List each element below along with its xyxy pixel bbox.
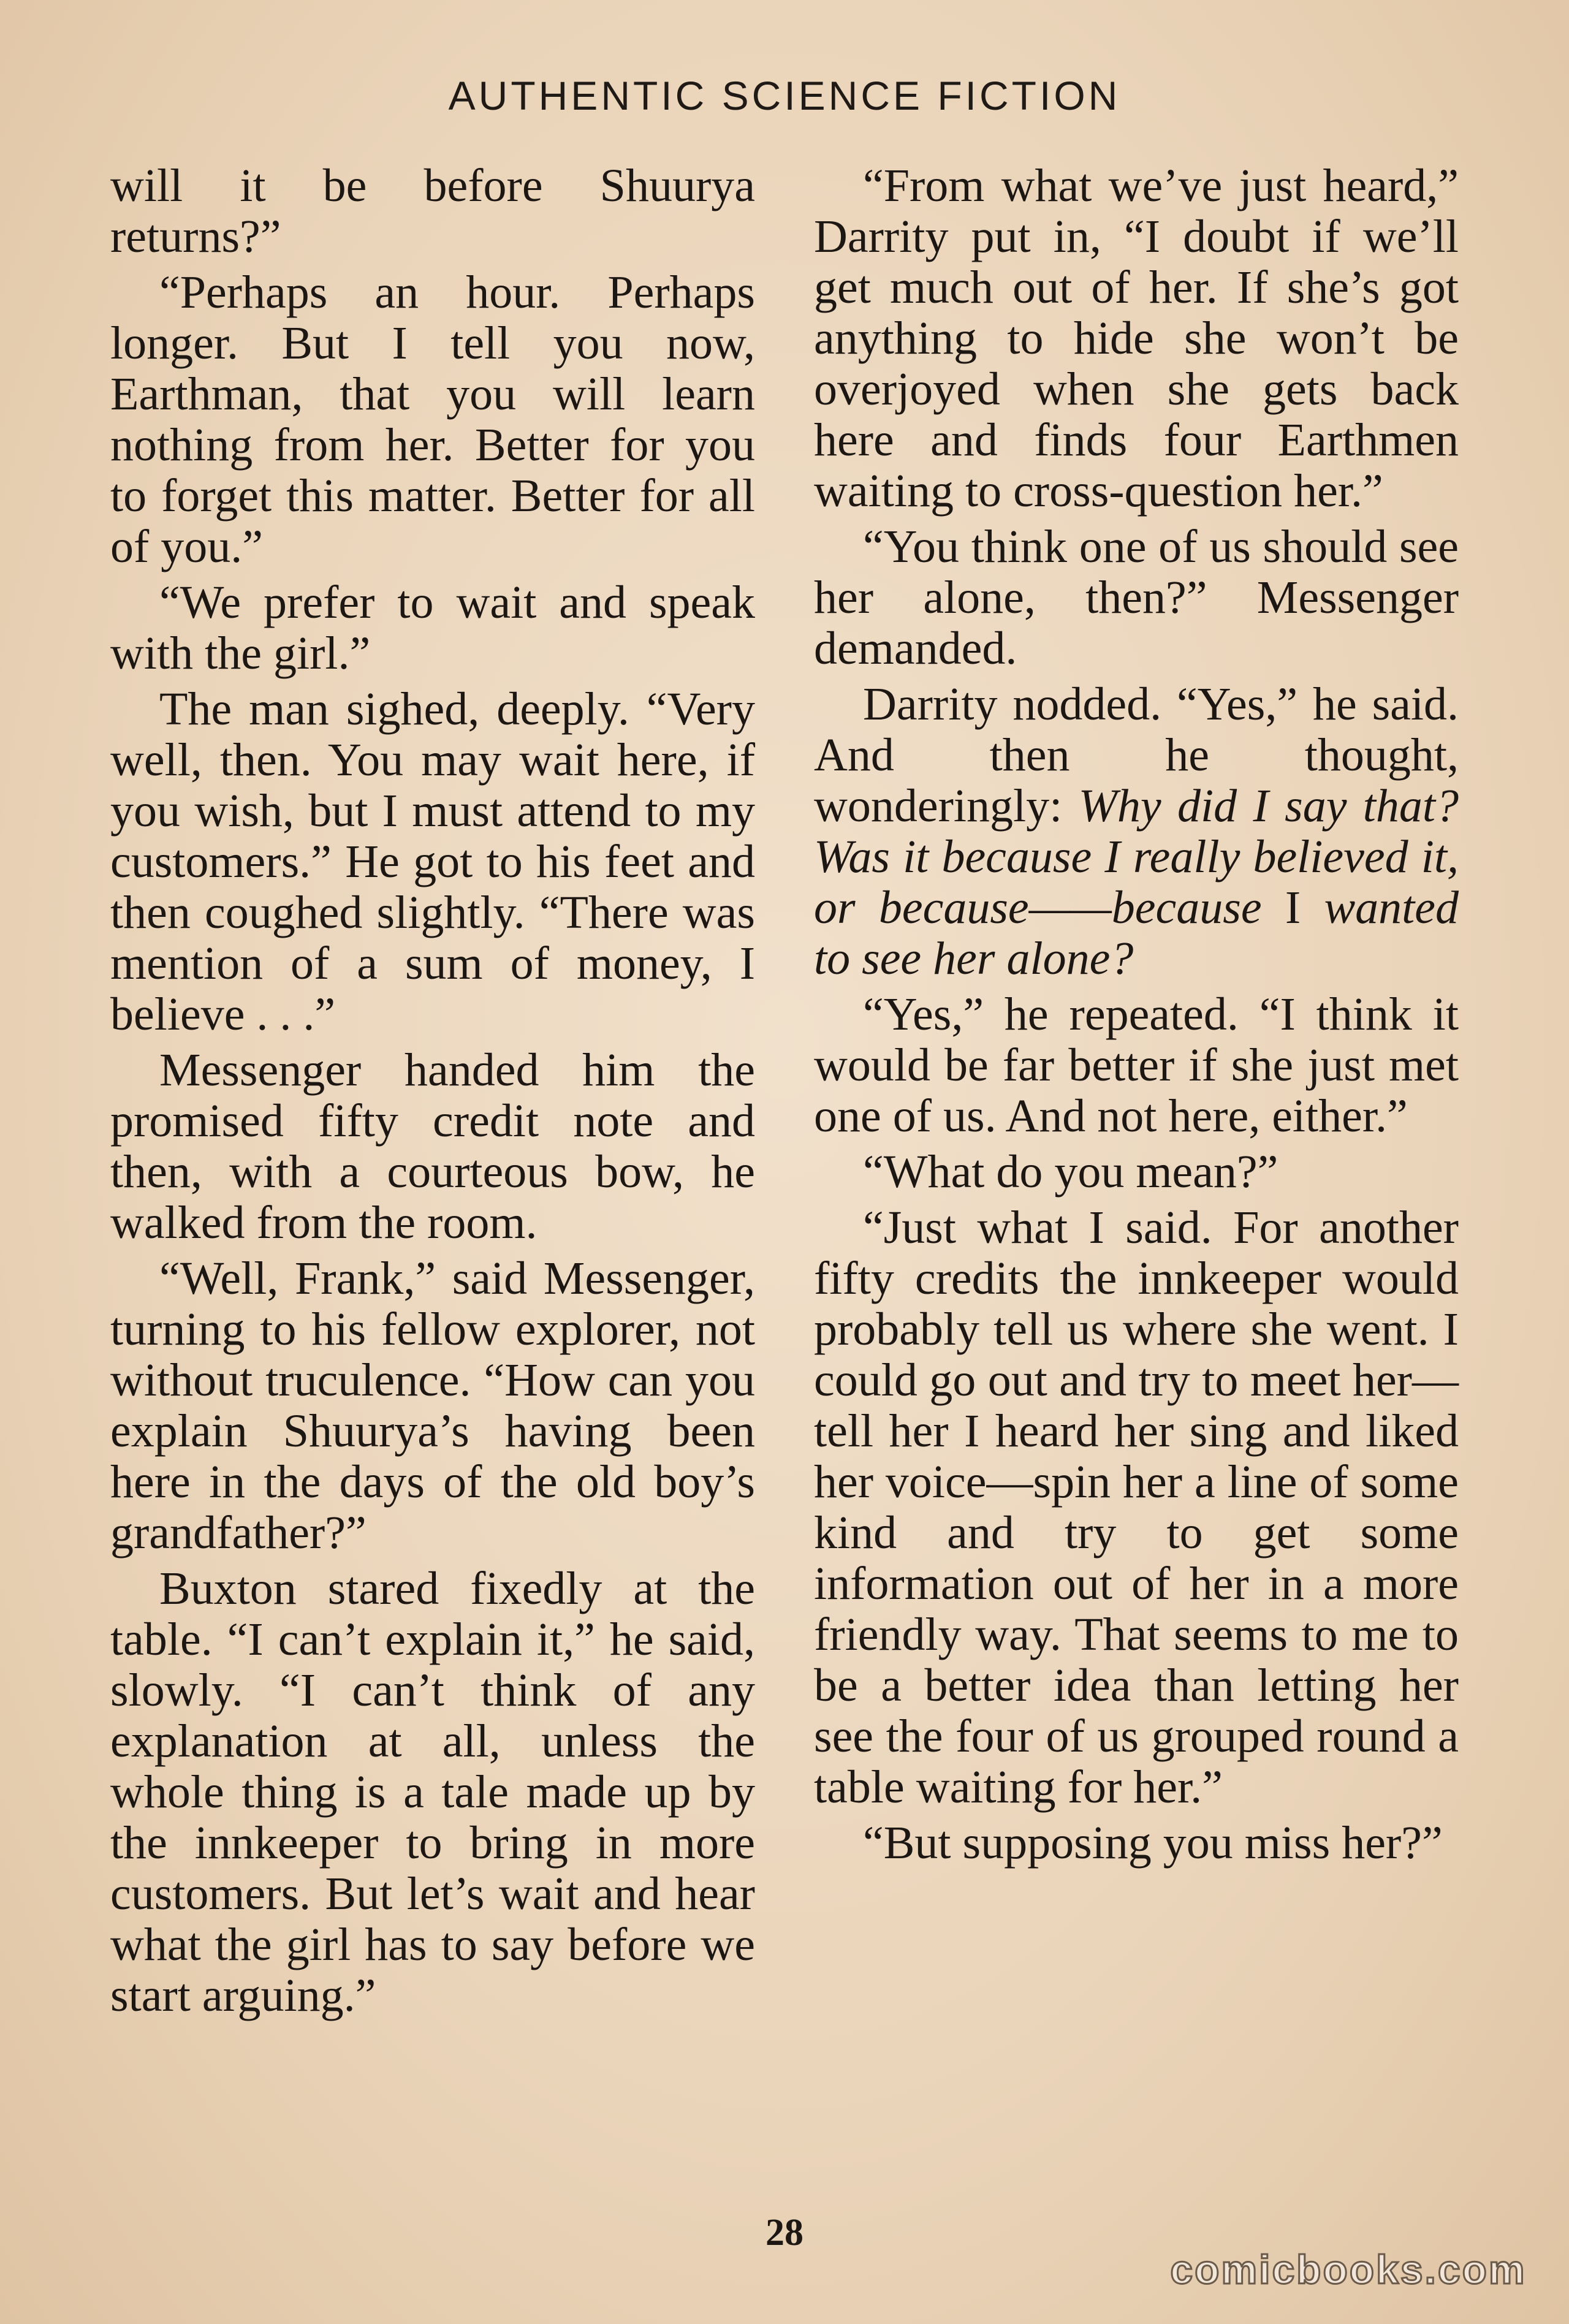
watermark-text: comicbooks.com <box>1170 2247 1527 2292</box>
paragraph-with-italic-thought <box>814 679 1459 984</box>
paragraph: The man sighed, deeply. “Very well, then. You may wait here, if you wish, but I must attend to my customers.” He got to his feet and then coughed slightly. “There was mention of a sum of money, I believe . . .” <box>110 683 755 1040</box>
text-roman: Darrity nodded. “Yes,” he said. And then he thought, wonderingly: <box>814 678 1459 832</box>
paragraph: “What do you mean?” <box>863 1146 1278 1198</box>
paragraph: Messenger handed him the promised fifty credit note and then, with a courteous bow, he walked from the room. <box>110 1044 755 1248</box>
watermark-logo <box>1152 2243 1544 2298</box>
text-italic: wanted to see her alone? <box>814 882 1459 984</box>
paragraph: “But supposing you miss her?” <box>863 1817 1443 1869</box>
running-header <box>0 72 1569 119</box>
running-title: AUTHENTIC SCIENCE FICTION <box>448 73 1121 118</box>
paragraph: “We prefer to wait and speak with the girl.” <box>110 577 755 679</box>
text-roman: I <box>1261 882 1324 933</box>
right-column <box>814 161 1459 1874</box>
left-column <box>110 161 755 2026</box>
paragraph: “From what we’ve just heard,” Darrity put in, “I doubt if we’ll get much out of her. If she’s got anything to hide she won’t be overjoyed when she gets back here and finds four Earthmen waiting to cross-question her.” <box>814 160 1459 517</box>
paragraph: will it be before Shuurya returns?” <box>110 160 755 262</box>
text-italic: Why did I say that? Was it because I really believed it, or because——because <box>814 780 1459 933</box>
paragraph: Buxton stared fixedly at the table. “I can’t explain it,” he said, slowly. “I can’t think of any explanation at all, unless the whole thing is a tale made up by the innkeeper to bring in more customers. But let’s wait and hear what the girl has to say before we start arguing.” <box>110 1563 755 2021</box>
paragraph: “Yes,” he repeated. “I think it would be far better if she just met one of us. And not here, either.” <box>814 989 1459 1142</box>
page-number: 28 <box>766 2212 803 2254</box>
paragraph: “Well, Frank,” said Messenger, turning to his fellow explorer, not without truculence. “How can you explain Shuurya’s having been here in the days of the old boy’s grandfather?” <box>110 1253 755 1559</box>
paragraph: “You think one of us should see her alone, then?” Messenger demanded. <box>814 521 1459 674</box>
paragraph: “Perhaps an hour. Perhaps longer. But I tell you now, Earthman, that you will learn nothing from her. Better for you to forget this matter. Better for all of you.” <box>110 267 755 572</box>
paragraph: “Just what I said. For another fifty credits the innkeeper would probably tell us where she went. I could go out and try to meet her—tell her I heard her sing and liked her voice—spin her a line of some kind and try to get some information out of her in a more friendly way. That seems to me to be a better idea than letting her see the four of us grouped round a table waiting for her.” <box>814 1202 1459 1813</box>
